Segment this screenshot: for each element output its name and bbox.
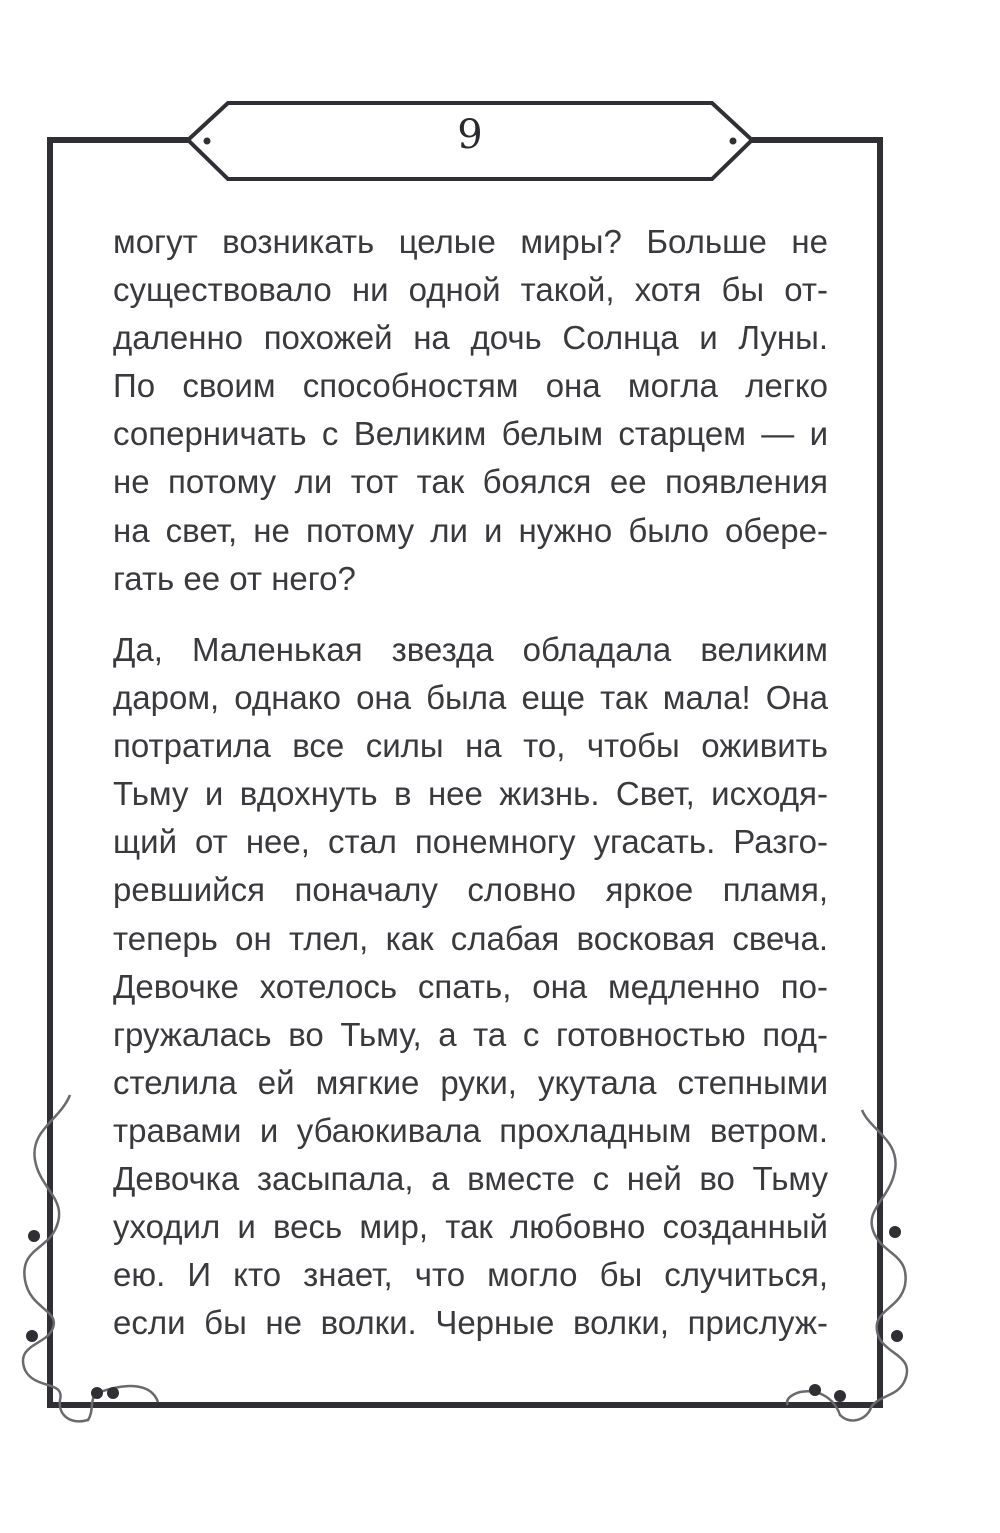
page-number: 9 — [457, 112, 483, 158]
text-line: потратила все силы на то, чтобы оживить — [113, 727, 828, 765]
text-line: ею. И кто знает, что могло бы случиться, — [113, 1256, 828, 1294]
text-line: соперничать с Великим белым старцем — и — [113, 415, 828, 453]
text-line: травами и убаюкивала прохладным ветром. — [113, 1111, 828, 1149]
text-line: на свет, не потому ли и нужно было обере- — [113, 511, 828, 549]
text-line: даленно похожей на дочь Солнца и Луны. — [113, 319, 828, 357]
text-line: гружалась во Тьму, а та с готовностью под- — [113, 1015, 828, 1053]
text-line: уходил и весь мир, так любовно созданный — [113, 1208, 828, 1246]
text-line: если бы не волки. Черные волки, прислуж- — [113, 1304, 828, 1342]
text-line: Тьму и вдохнуть в нее жизнь. Свет, исходя- — [113, 775, 828, 813]
text-line: щий от нее, стал понемногу угасать. Разго- — [113, 823, 828, 861]
text-line: могут возникать целые миры? Больше не — [113, 223, 828, 260]
text-line: теперь он тлел, как слабая восковая свеча. — [113, 919, 828, 957]
paragraph-2 — [113, 626, 828, 1347]
text-line: не потому ли тот так боялся ее появления — [113, 463, 828, 501]
text-line: даром, однако она была еще так мала! Она — [113, 679, 828, 717]
paragraph-1 — [113, 218, 828, 603]
text-line: существовало ни одной такой, хотя бы от- — [113, 271, 828, 309]
text-line: стелила ей мягкие руки, укутала степными — [113, 1063, 828, 1101]
text-line: По своим способностям она могла легко — [113, 367, 828, 405]
text-line: Девочке хотелось спать, она медленно по- — [113, 967, 828, 1005]
text-line: ревшийся поначалу словно яркое пламя, — [113, 871, 828, 909]
text-line: гать ее от него? — [113, 559, 356, 597]
text-line: Девочка засыпала, а вместе с ней во Тьму — [113, 1160, 828, 1198]
text-line: Да, Маленькая звезда обладала великим — [113, 631, 828, 668]
